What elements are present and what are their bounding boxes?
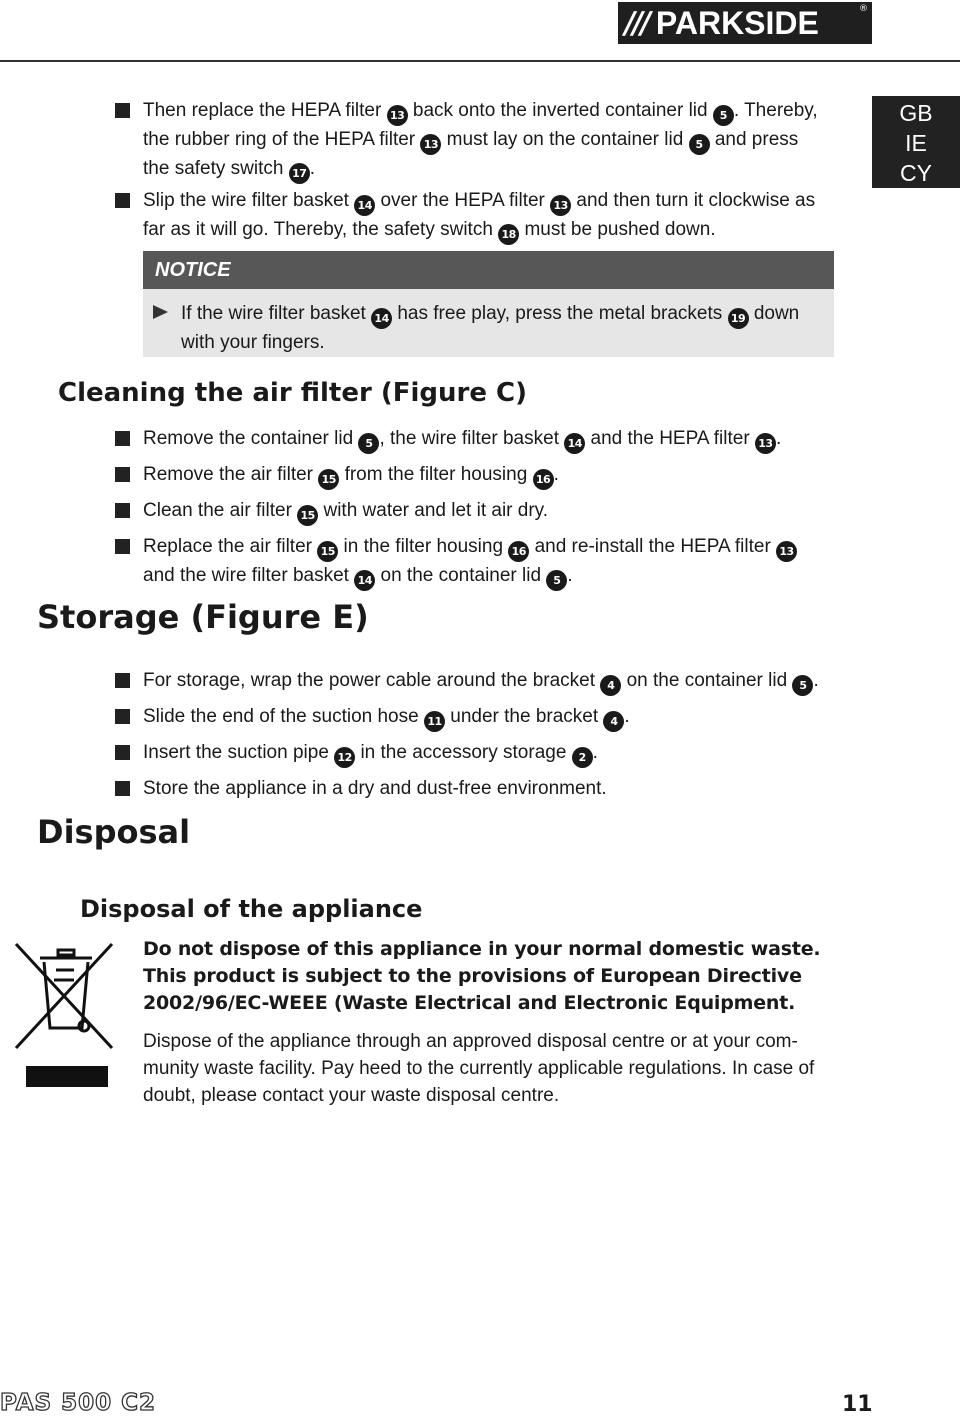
text-run: with water and let it air dry. bbox=[318, 500, 549, 521]
text-run: must lay on the container lid bbox=[441, 129, 689, 150]
part-number-marker: 13 bbox=[420, 134, 441, 155]
text-run: . bbox=[567, 565, 573, 586]
weee-crossed-bin-icon bbox=[14, 940, 114, 1065]
disposal-text-line: munity waste facility. Pay heed to the currently applicable regulations. In case of bbox=[143, 1058, 815, 1079]
part-number-marker: 14 bbox=[564, 433, 585, 454]
text-run: far as it will go. Thereby, the safety switch bbox=[143, 219, 499, 240]
text-run: must be pushed down. bbox=[519, 219, 716, 240]
text-line bbox=[181, 329, 831, 356]
bullet-square-icon bbox=[115, 431, 130, 446]
bullet-square-icon bbox=[115, 673, 130, 688]
text-run: in the accessory storage bbox=[355, 742, 572, 763]
text-run: under the bracket bbox=[444, 706, 604, 727]
logo-brand-text: PARKSIDE bbox=[655, 4, 819, 41]
text-run: For storage, wrap the power cable around the bracket bbox=[143, 670, 601, 691]
text-run: and re-install the HEPA filter bbox=[529, 536, 777, 557]
part-number-marker: 14 bbox=[354, 195, 375, 216]
text-line bbox=[143, 667, 863, 696]
disposal-bold-line: 2002/96/EC-WEEE (Waste Electrical and Electronic Equipment. bbox=[143, 992, 796, 1014]
text-run: has free play, press the metal brackets bbox=[392, 303, 728, 324]
part-number-marker: 4 bbox=[603, 711, 624, 732]
text-run: . bbox=[624, 706, 630, 727]
storage-heading: Storage (Figure E) bbox=[37, 598, 369, 636]
bullet-square-icon bbox=[115, 467, 130, 482]
footer-model-number: PAS 500 C2 bbox=[0, 1390, 157, 1416]
text-run: over the HEPA filter bbox=[375, 190, 551, 211]
bullet-square-icon bbox=[115, 193, 130, 208]
text-line bbox=[143, 497, 863, 526]
text-line bbox=[143, 739, 863, 768]
cleaning-item-4 bbox=[143, 533, 863, 591]
text-run: Slip the wire filter basket bbox=[143, 190, 355, 211]
text-line bbox=[143, 126, 863, 155]
part-number-marker: 13 bbox=[550, 195, 571, 216]
text-line bbox=[143, 703, 863, 732]
notice-text bbox=[181, 300, 831, 356]
text-run: . Thereby, bbox=[733, 100, 818, 121]
parkside-logo bbox=[618, 2, 872, 44]
text-run: the rubber ring of the HEPA filter bbox=[143, 129, 421, 150]
storage-item-4 bbox=[143, 775, 863, 802]
text-line bbox=[143, 562, 863, 591]
cleaning-item-2 bbox=[143, 461, 863, 490]
text-run: in the filter housing bbox=[338, 536, 509, 557]
bullet-square-icon bbox=[115, 781, 130, 796]
part-number-marker: 16 bbox=[508, 541, 529, 562]
storage-item-3 bbox=[143, 739, 863, 768]
part-number-marker: 15 bbox=[317, 541, 338, 562]
part-number-marker: 14 bbox=[371, 308, 392, 329]
disposal-bold-text bbox=[143, 936, 863, 1017]
text-run: and press bbox=[709, 129, 799, 150]
text-run: and the HEPA filter bbox=[585, 428, 755, 449]
language-tab bbox=[872, 96, 960, 188]
text-run: If the wire filter basket bbox=[181, 303, 372, 324]
text-run: with your fingers. bbox=[181, 332, 325, 353]
part-number-marker: 13 bbox=[776, 541, 797, 562]
part-number-marker: 2 bbox=[572, 747, 593, 768]
bullet-square-icon bbox=[115, 539, 130, 554]
part-number-marker: 13 bbox=[755, 433, 776, 454]
lang-code-ie: IE bbox=[905, 130, 927, 156]
part-number-marker: 11 bbox=[424, 711, 445, 732]
text-line bbox=[143, 461, 863, 490]
cleaning-item-3 bbox=[143, 497, 863, 526]
text-run: Replace the air filter bbox=[143, 536, 318, 557]
text-line bbox=[143, 216, 863, 245]
part-number-marker: 17 bbox=[289, 163, 310, 184]
text-run: down bbox=[748, 303, 800, 324]
header-divider bbox=[0, 60, 960, 62]
footer-page-number: 11 bbox=[842, 1392, 873, 1417]
text-line bbox=[143, 425, 863, 454]
cleaning-heading: Cleaning the air filter (Figure C) bbox=[58, 378, 527, 408]
cleaning-item-1 bbox=[143, 425, 863, 454]
text-run: . bbox=[813, 670, 819, 691]
bullet-square-icon bbox=[115, 103, 130, 118]
part-number-marker: 4 bbox=[600, 675, 621, 696]
weee-bin-bar bbox=[26, 1066, 108, 1087]
part-number-marker: 5 bbox=[792, 675, 813, 696]
text-line bbox=[143, 775, 863, 802]
text-run: Remove the container lid bbox=[143, 428, 359, 449]
lang-code-gb: GB bbox=[899, 100, 933, 126]
text-run: . bbox=[309, 158, 316, 179]
part-number-marker: 16 bbox=[533, 469, 554, 490]
text-run: Slide the end of the suction hose bbox=[143, 706, 424, 727]
text-run: the safety switch bbox=[143, 158, 289, 179]
text-run: . bbox=[592, 742, 598, 763]
disposal-heading: Disposal bbox=[37, 813, 191, 851]
part-number-marker: 12 bbox=[334, 747, 355, 768]
text-run: Remove the air filter bbox=[143, 464, 319, 485]
disposal-bold-line: This product is subject to the provisions of European Directive bbox=[143, 965, 802, 987]
text-run: on the container lid bbox=[375, 565, 547, 586]
text-run: on the container lid bbox=[621, 670, 793, 691]
part-number-marker: 5 bbox=[546, 570, 567, 591]
text-run: back onto the inverted container lid bbox=[407, 100, 713, 121]
text-run: , the wire filter basket bbox=[379, 428, 565, 449]
part-number-marker: 15 bbox=[318, 469, 339, 490]
lang-code-cy: CY bbox=[900, 160, 932, 186]
part-number-marker: 5 bbox=[358, 433, 379, 454]
disposal-body-text bbox=[143, 1028, 863, 1109]
notice-heading: NOTICE bbox=[143, 251, 834, 289]
text-run: Clean the air filter bbox=[143, 500, 298, 521]
part-number-marker: 19 bbox=[728, 308, 749, 329]
text-run: . bbox=[775, 428, 782, 449]
part-number-marker: 18 bbox=[498, 224, 519, 245]
notice-box bbox=[143, 289, 834, 357]
top-item-2 bbox=[143, 187, 863, 245]
part-number-marker: 14 bbox=[354, 570, 375, 591]
disposal-bold-line: Do not dispose of this appliance in your normal domestic waste. bbox=[143, 938, 821, 960]
text-run: Insert the suction pipe bbox=[143, 742, 335, 763]
text-line bbox=[181, 300, 831, 329]
storage-item-1 bbox=[143, 667, 863, 696]
disposal-appliance-heading: Disposal of the appliance bbox=[80, 895, 423, 923]
text-line bbox=[143, 155, 863, 184]
part-number-marker: 15 bbox=[297, 505, 318, 526]
bullet-square-icon bbox=[115, 745, 130, 760]
top-item-1 bbox=[143, 97, 863, 184]
text-line bbox=[143, 187, 863, 216]
part-number-marker: 5 bbox=[713, 105, 734, 126]
text-run: Then replace the HEPA filter bbox=[143, 100, 387, 121]
part-number-marker: 13 bbox=[387, 105, 408, 126]
text-run: and the wire filter basket bbox=[143, 565, 355, 586]
text-line bbox=[143, 97, 863, 126]
bullet-square-icon bbox=[115, 503, 130, 518]
bullet-square-icon bbox=[115, 709, 130, 724]
storage-item-2 bbox=[143, 703, 863, 732]
disposal-text-line: Dispose of the appliance through an approved disposal centre or at your com- bbox=[143, 1031, 798, 1052]
logo-registered-mark: ® bbox=[859, 4, 868, 14]
text-run: from the filter housing bbox=[339, 464, 533, 485]
logo-slashes: /// bbox=[620, 5, 651, 41]
text-run: . bbox=[553, 464, 559, 485]
text-run: Store the appliance in a dry and dust-free environment. bbox=[143, 778, 607, 799]
text-line bbox=[143, 533, 863, 562]
part-number-marker: 5 bbox=[689, 134, 710, 155]
notice-arrow-icon bbox=[153, 305, 168, 319]
disposal-text-line: doubt, please contact your waste disposal centre. bbox=[143, 1085, 560, 1106]
text-run: and then turn it clockwise as bbox=[571, 190, 816, 211]
